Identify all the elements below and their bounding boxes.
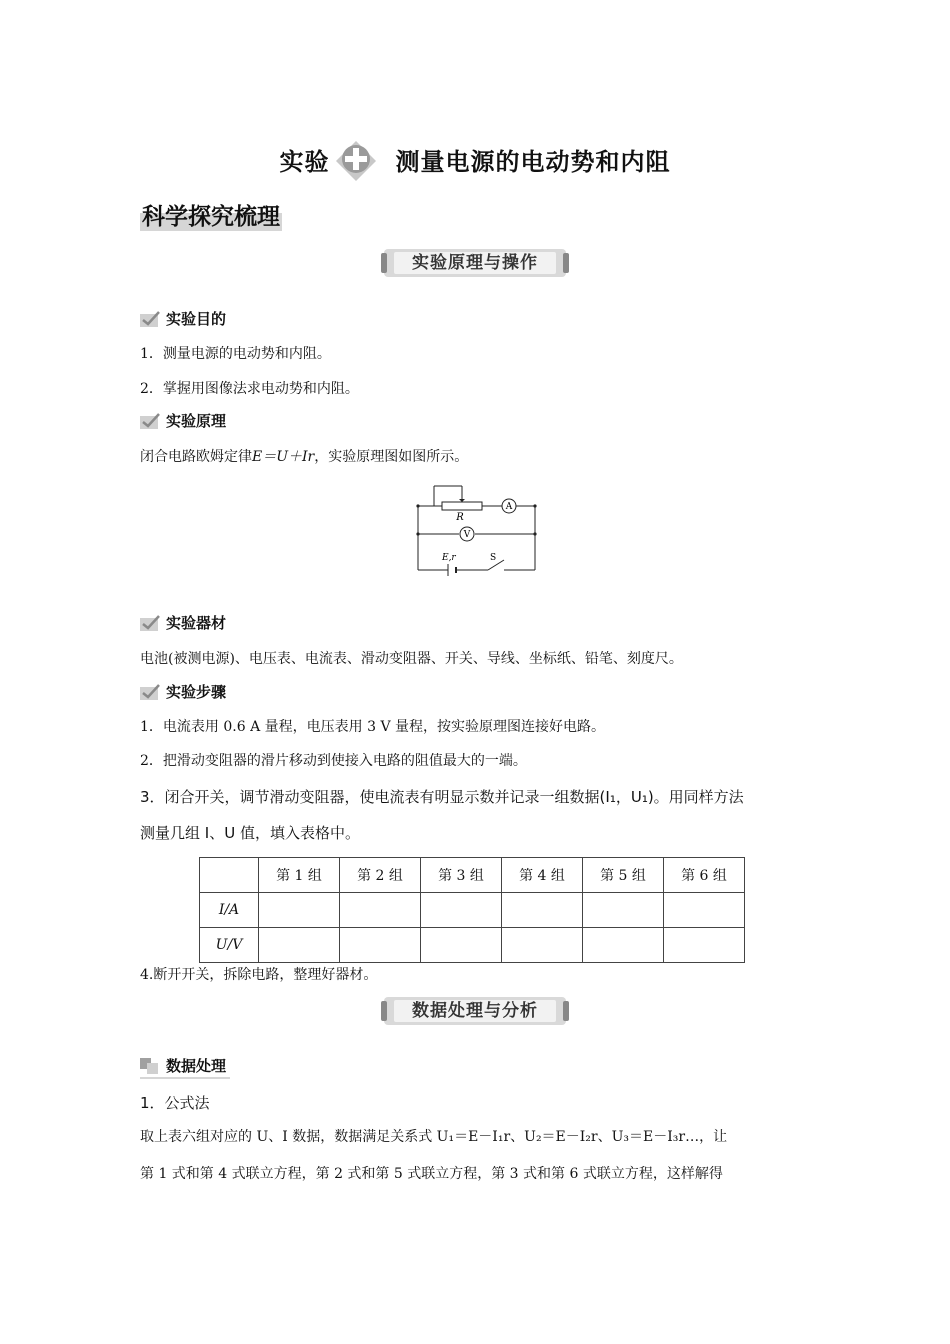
table-header-cell [200, 858, 259, 893]
subheading-data-processing: 数据处理 [140, 1055, 230, 1079]
checkmark-icon [140, 413, 160, 429]
table-header-cell: 第 5 组 [583, 858, 664, 893]
table-cell [583, 928, 664, 963]
step-3-line-1: 3．闭合开关，调节滑动变阻器，使电流表有明显示数并记录一组数据(I₁，U₁)。用同样方法 [140, 788, 744, 806]
table-header-cell: 第 1 组 [259, 858, 340, 893]
circuit-diagram [412, 480, 542, 576]
banner-data-analysis: 数据处理与分析 [384, 997, 566, 1025]
subheading-principle: 实验原理 [140, 410, 226, 432]
table-cell [421, 893, 502, 928]
purpose-item-2: 2．掌握用图像法求电动势和内阻。 [140, 381, 359, 397]
step-4: 4.断开开关，拆除电路，整理好器材。 [140, 967, 378, 983]
equipment-text: 电池(被测电源)、电压表、电流表、滑动变阻器、开关、导线、坐标纸、铅笔、刻度尺。 [140, 651, 683, 667]
section-heading: 科学探究梳理 [140, 198, 282, 231]
resistor-symbol [442, 502, 482, 510]
step-2: 2．把滑动变阻器的滑片移动到使接入电路的阻值最大的一端。 [140, 753, 527, 769]
processing-line-1: 取上表六组对应的 U、I 数据，数据满足关系式 U₁＝E－I₁r、U₂＝E－I₂r、U₃＝E－I₃r…，让 [140, 1129, 728, 1145]
table-cell [259, 893, 340, 928]
table-row-label: I/A [200, 893, 259, 928]
subheading-purpose: 实验目的 [140, 308, 226, 330]
subheading-equipment: 实验器材 [140, 612, 226, 634]
page-title [0, 142, 950, 183]
table-cell [340, 928, 421, 963]
banner-principle-operation: 实验原理与操作 [384, 249, 566, 277]
table-row-label: U/V [200, 928, 259, 963]
principle-text: 闭合电路欧姆定律E＝U＋Ir，实验原理图如图所示。 [140, 449, 469, 465]
voltmeter-label: V [463, 530, 471, 540]
table-cell [502, 893, 583, 928]
principle-formula: E＝U＋Ir [252, 449, 315, 465]
table-header-cell: 第 2 组 [340, 858, 421, 893]
method-heading: 1．公式法 [140, 1094, 210, 1112]
table-cell [421, 928, 502, 963]
title-right: 测量电源的电动势和内阻 [395, 148, 671, 176]
table-cell [664, 928, 745, 963]
purpose-item-1: 1．测量电源的电动势和内阻。 [140, 346, 331, 362]
processing-line-2: 第 1 式和第 4 式联立方程，第 2 式和第 5 式联立方程，第 3 式和第 6 式联立方程，这样解得 [140, 1166, 723, 1182]
table-cell [583, 893, 664, 928]
checkmark-icon [140, 615, 160, 631]
table-header-row [200, 858, 745, 893]
checkmark-icon [140, 684, 160, 700]
ammeter-label: A [505, 502, 513, 512]
table-cell [664, 893, 745, 928]
plus-diamond-icon [334, 139, 374, 179]
switch-label: S [490, 553, 497, 563]
subheading-steps: 实验步骤 [140, 681, 226, 703]
data-table [199, 857, 745, 963]
step-3-line-2: 测量几组 I、U 值，填入表格中。 [140, 824, 360, 842]
table-cell [340, 893, 421, 928]
table-row [200, 928, 745, 963]
table-header-cell: 第 4 组 [502, 858, 583, 893]
table-row [200, 893, 745, 928]
table-header-cell: 第 6 组 [664, 858, 745, 893]
source-label: E,r [442, 553, 456, 563]
title-left: 实验 [279, 148, 330, 176]
step-1: 1．电流表用 0.6 A 量程，电压表用 3 V 量程，按实验原理图连接好电路。 [140, 719, 605, 735]
squares-icon [140, 1058, 160, 1074]
checkmark-icon [140, 311, 160, 327]
table-cell [502, 928, 583, 963]
table-header-cell: 第 3 组 [421, 858, 502, 893]
resistor-label: R [456, 512, 464, 523]
table-cell [259, 928, 340, 963]
